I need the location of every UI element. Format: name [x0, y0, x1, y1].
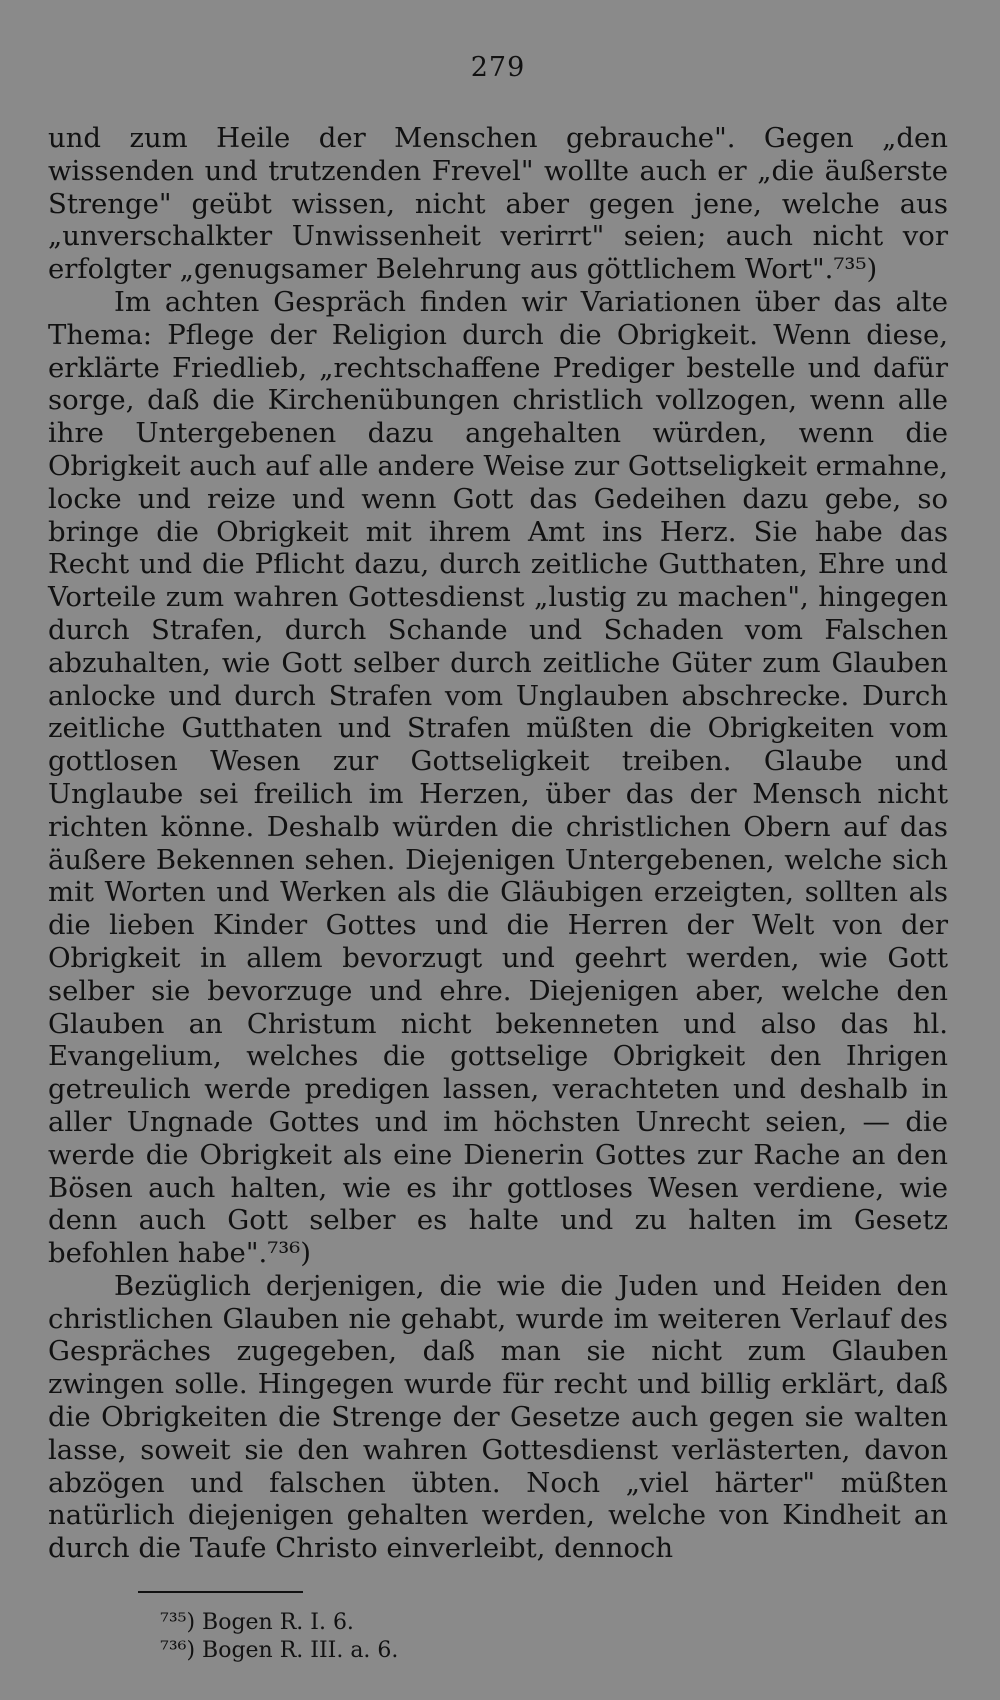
paragraph-jews-and-heathens: Bezüglich derjenigen, die wie die Juden und Heiden den christlichen Glauben nie gehabt, wurde im weiteren Verlauf des Gespräches zugegeben, daß man sie nicht zum Glauben zwingen solle. Hingegen wurde für recht und billig erklärt, daß die Obrigkeiten die Strenge der Gesetze auch gegen sie walten lasse, soweit sie den wahren Gottesdienst verlästerten, davon abzögen und falschen übten. Noch „viel härter" müßten natürlich diejenigen gehalten werden, welche von Kindheit an durch die Taufe Christo einverleibt, dennoch	[48, 1269, 948, 1565]
paragraph-continuation: und zum Heile der Menschen gebrauche". Gegen „den wissenden und trutzenden Frevel" wollte auch er „die äußerste Strenge" geübt wissen, nicht aber gegen jene, welche aus „unverschalkter Unwissenheit verirrt" seien; auch nicht vor erfolgter „genugsamer Belehrung aus göttlichem Wort".⁷³⁵)	[48, 122, 948, 286]
footnote-separator	[138, 1591, 303, 1593]
footnote-736: ⁷³⁶) Bogen R. III. a. 6.	[160, 1638, 399, 1664]
page-number: 279	[470, 52, 526, 83]
paragraph-eighth-dialogue: Im achten Gespräch finden wir Variationen über das alte Thema: Pflege der Religion durch die Obrigkeit. Wenn diese, erklärte Friedlieb, „rechtschaffene Prediger bestelle und dafür sorge, daß die Kirchenübungen christlich vollzogen, wenn alle ihre Untergebenen dazu angehalten würden, wenn die Obrigkeit auch auf alle andere Weise zur Gottseligkeit ermahne, locke und reize und wenn Gott das Gedeihen dazu gebe, so bringe die Obrigkeit mit ihrem Amt ins Herz. Sie habe das Recht und die Pflicht dazu, durch zeitliche Gutthaten, Ehre und Vorteile zum wahren Gottesdienst „lustig zu machen", hingegen durch Strafen, durch Schande und Schaden vom Falschen abzuhalten, wie Gott selber durch zeitliche Güter zum Glauben anlocke und durch Strafen vom Unglauben abschrecke. Durch zeitliche Gutthaten und Strafen müßten die Obrigkeiten vom gottlosen Wesen zur Gottseligkeit treiben. Glaube und Unglaube sei freilich im Herzen, über das der Mensch nicht richten könne. Deshalb würden die christlichen Obern auf das äußere Bekennen sehen. Diejenigen Untergebenen, welche sich mit Worten und Werken als die Gläubigen erzeigten, sollten als die lieben Kinder Gottes und die Herren der Welt von der Obrigkeit in allem bevorzugt und geehrt werden, wie Gott selber sie bevorzuge und ehre. Diejenigen aber, welche den Glauben an Christum nicht bekenneten und also das hl. Evangelium, welches die gottselige Obrigkeit den Ihrigen getreulich werde predigen lassen, verachteten und deshalb in aller Ungnade Gottes und im höchsten Unrecht seien, — die werde die Obrigkeit als eine Dienerin Gottes zur Rache an den Bösen auch halten, wie es ihr gottloses Wesen verdiene, wie denn auch Gott selber es halte und zu halten im Gesetz befohlen habe".⁷³⁶)	[48, 285, 948, 1270]
footnote-735: ⁷³⁵) Bogen R. I. 6.	[160, 1610, 354, 1636]
